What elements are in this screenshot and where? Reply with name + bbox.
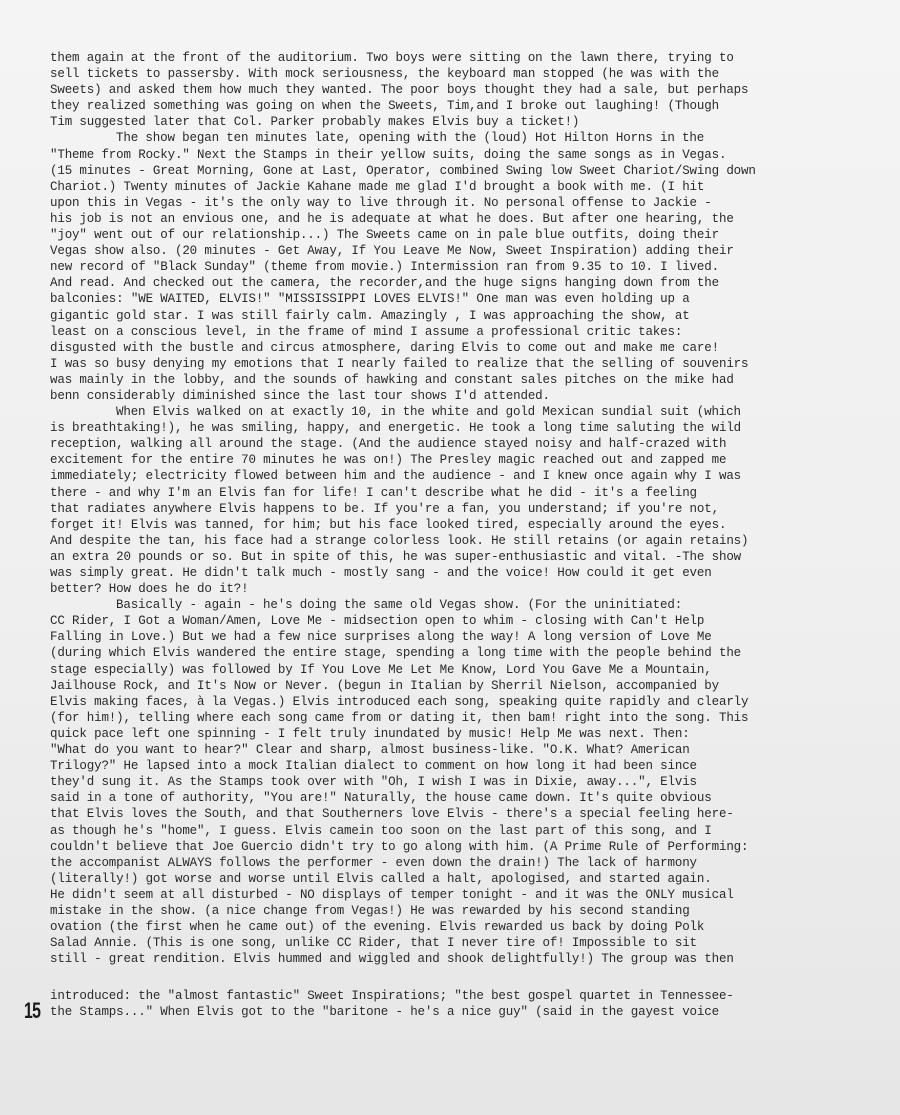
text-line: forget it! Elvis was tanned, for him; but his face looked tired, especially around the eyes. xyxy=(50,517,727,532)
text-line: that Elvis loves the South, and that Southerners love Elvis - there's a special feeling here- xyxy=(50,807,734,822)
paragraph xyxy=(50,404,885,597)
body-text xyxy=(50,50,885,967)
text-line: upon this in Vegas - it's the only way to live through it. No personal offense to Jackie - xyxy=(50,195,712,210)
text-line: And read. And checked out the camera, the recorder,and the huge signs hanging down from the xyxy=(50,276,719,291)
text-line: stage especially) was followed by If You Love Me Let Me Know, Lord You Gave Me a Mountain, xyxy=(50,662,712,677)
text-line: couldn't believe that Joe Guercio didn't try to go along with him. (A Prime Rule of Performing: xyxy=(50,839,749,854)
text-line: Jailhouse Rock, and It's Now or Never. (begun in Italian by Sherril Nielson, accompanied by xyxy=(50,678,719,693)
text-line: his job is not an envious one, and he is adequate at what he does. But after one hearing, the xyxy=(50,211,734,226)
text-line: "What do you want to hear?" Clear and sharp, almost business-like. "O.K. What? American xyxy=(50,743,690,758)
text-line: least on a conscious level, in the frame of mind I assume a professional critic takes: xyxy=(50,324,683,339)
closing-text xyxy=(50,988,885,1020)
text-line: Salad Annie. (This is one song, unlike CC Rider, that I never tire of! Impossible to sit xyxy=(50,936,697,951)
text-line: better? How does he do it?! xyxy=(50,582,249,597)
text-line: they realized something was going on when the Sweets, Tim,and I broke out laughing! (Though xyxy=(50,99,719,114)
text-line: them again at the front of the auditorium. Two boys were sitting on the lawn there, trying to xyxy=(50,51,734,65)
text-line: sell tickets to passersby. With mock seriousness, the keyboard man stopped (he was with the xyxy=(50,67,719,82)
paragraph xyxy=(50,50,885,130)
text-line: reception, walking all around the stage. (And the audience stayed noisy and half-crazed with xyxy=(50,437,727,452)
text-line: new record of "Black Sunday" (theme from movie.) Intermission ran from 9.35 to 10. I lived. xyxy=(50,260,719,275)
text-line: ovation (the first when he came out) of the evening. Elvis rewarded us back by doing Polk xyxy=(50,920,705,935)
text-line: balconies: "WE WAITED, ELVIS!" "MISSISSIPPI LOVES ELVIS!" One man was even holding up a xyxy=(50,292,690,307)
page-number: 15 xyxy=(24,998,41,1023)
text-line: I was so busy denying my emotions that I nearly failed to realize that the selling of souvenirs xyxy=(50,356,749,371)
text-line: said in a tone of authority, "You are!" Naturally, the house came down. It's quite obvious xyxy=(50,791,712,806)
text-line: was mainly in the lobby, and the sounds of hawking and constant sales pitches on the mike had xyxy=(50,372,734,387)
text-line: the accompanist ALWAYS follows the performer - even down the drain!) The lack of harmony xyxy=(50,855,697,870)
text-line: (for him!), telling where each song came from or dating it, then bam! right into the song. This xyxy=(50,710,749,725)
paragraph xyxy=(50,597,885,967)
text-line: is breathtaking!), he was smiling, happy, and energetic. He took a long time saluting the wild xyxy=(50,421,742,436)
text-line: an extra 20 pounds or so. But in spite of this, he was super-enthusiastic and vital. -The show xyxy=(50,549,742,564)
text-line: (literally!) got worse and worse until Elvis called a halt, apologised, and started again. xyxy=(50,871,712,886)
text-line: "Theme from Rocky." Next the Stamps in their yellow suits, doing the same songs as in Vegas. xyxy=(50,147,727,162)
text-line: (15 minutes - Great Morning, Gone at Last, Operator, combined Swing low Sweet Chariot/Swing down xyxy=(50,163,756,178)
text-line: He didn't seem at all disturbed - NO displays of temper tonight - and it was the ONLY musical xyxy=(50,887,734,902)
text-line: Elvis making faces, à la Vegas.) Elvis introduced each song, speaking quite rapidly and clearly xyxy=(50,694,749,709)
text-line: there - and why I'm an Elvis fan for life! I can't describe what he did - it's a feeling xyxy=(50,485,697,500)
text-line: And despite the tan, his face had a strange colorless look. He still retains (or again retains) xyxy=(50,533,749,548)
text-line: immediately; electricity flowed between him and the audience - and I knew once again why I was xyxy=(50,469,742,484)
text-line: Chariot.) Twenty minutes of Jackie Kahane made me glad I'd brought a book with me. (I hit xyxy=(50,179,705,194)
text-line: Trilogy?" He lapsed into a mock Italian dialect to comment on how long it had been since xyxy=(50,759,697,774)
text-line: excitement for the entire 70 minutes he was on!) The Presley magic reached out and zapped me xyxy=(50,453,727,468)
text-line: "joy" went out of our relationship...) The Sweets came on in pale blue outfits, doing their xyxy=(50,228,719,243)
text-line: CC Rider, I Got a Woman/Amen, Love Me - midsection open to whim - closing with Can't Help xyxy=(50,614,705,629)
text-line: gigantic gold star. I was still fairly calm. Amazingly , I was approaching the show, at xyxy=(50,308,690,323)
text-line: as though he's "home", I guess. Elvis camein too soon on the last part of this song, and I xyxy=(50,823,712,838)
text-line: When Elvis walked on at exactly 10, in the white and gold Mexican sundial suit (which xyxy=(116,405,741,420)
text-line: that radiates anywhere Elvis happens to be. If you're a fan, you understand; if you're not, xyxy=(50,501,719,516)
text-line: they'd sung it. As the Stamps took over with "Oh, I wish I was in Dixie, away...", Elvis xyxy=(50,775,697,790)
text-line: Tim suggested later that Col. Parker probably makes Elvis buy a ticket!) xyxy=(50,115,580,130)
text-line: still - great rendition. Elvis hummed and wiggled and shook delightfully!) The group was then xyxy=(50,952,734,967)
text-line: was simply great. He didn't talk much - mostly sang - and the voice! How could it get even xyxy=(50,566,712,580)
text-line: Sweets) and asked them how much they wanted. The poor boys thought they had a sale, but perhaps xyxy=(50,83,749,98)
text-line: mistake in the show. (a nice change from Vegas!) He was rewarded by his second standing xyxy=(50,903,690,918)
text-line: benn considerably diminished since the last tour shows I'd attended. xyxy=(50,388,550,403)
text-line: The show began ten minutes late, opening with the (loud) Hot Hilton Horns in the xyxy=(116,131,705,146)
paragraph xyxy=(50,130,885,404)
text-line: the Stamps..." When Elvis got to the "baritone - he's a nice guy" (said in the gayest voice xyxy=(50,1005,719,1020)
text-line: Falling in Love.) But we had a few nice surprises along the way! A long version of Love Me xyxy=(50,630,712,645)
text-line: Vegas show also. (20 minutes - Get Away, If You Leave Me Now, Sweet Inspiration) adding their xyxy=(50,244,734,259)
text-line: (during which Elvis wandered the entire stage, spending a long time with the people behind the xyxy=(50,646,742,661)
text-line: introduced: the "almost fantastic" Sweet Inspirations; "the best gospel quartet in Tennessee- xyxy=(50,989,734,1003)
text-line: Basically - again - he's doing the same old Vegas show. (For the uninitiated: xyxy=(116,598,683,613)
text-line: disgusted with the bustle and circus atmosphere, daring Elvis to come out and make me care! xyxy=(50,340,719,355)
text-line: quick pace left one spinning - I felt truly inundated by music! Help Me was next. Then: xyxy=(50,726,690,741)
